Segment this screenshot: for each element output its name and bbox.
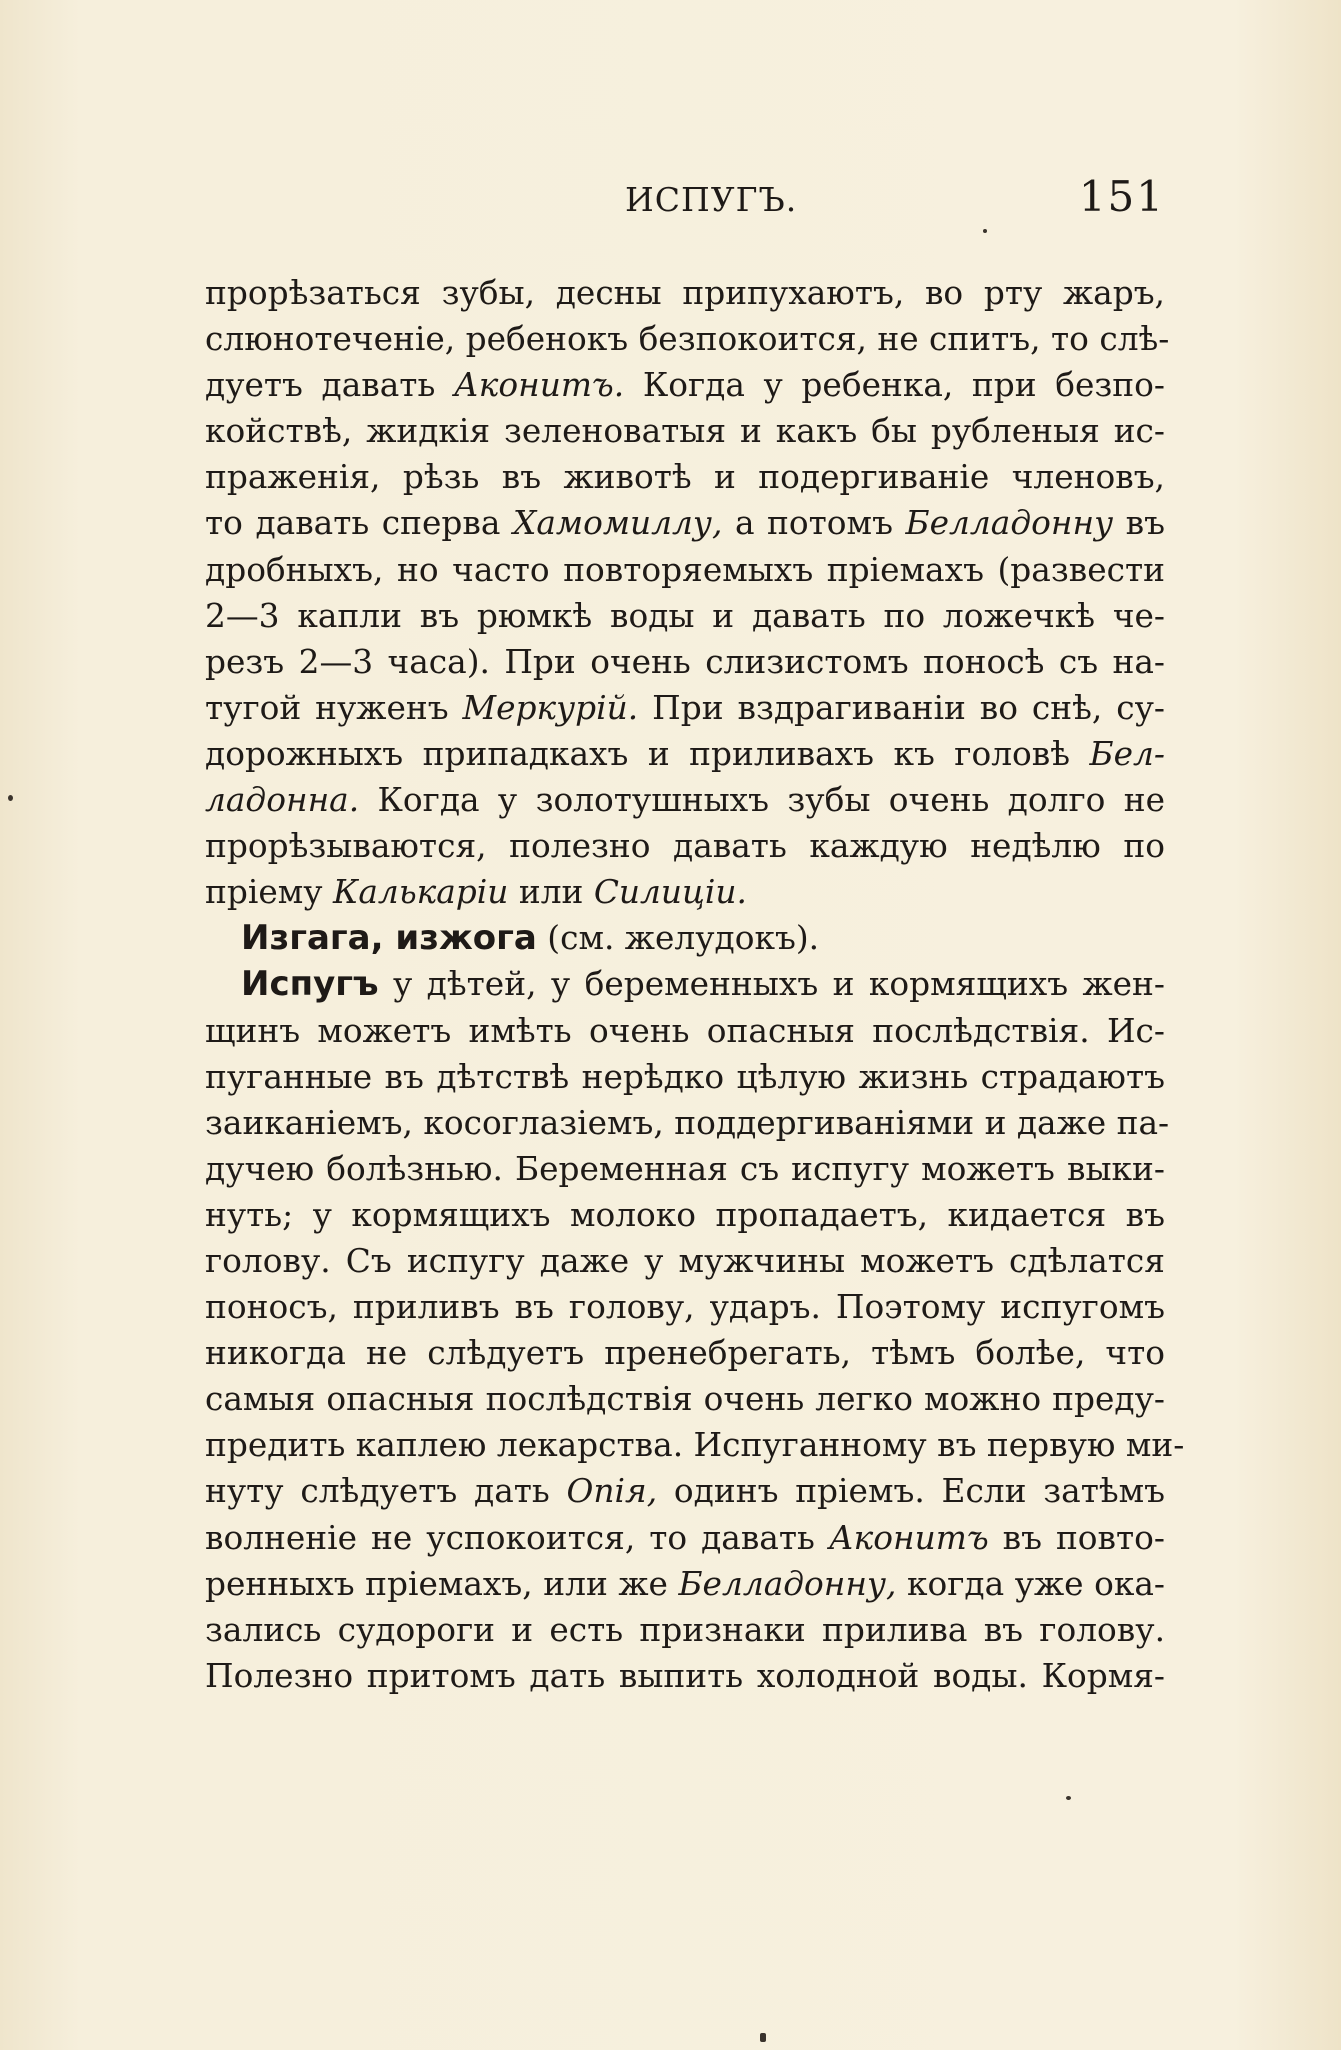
- entry-ispug: [205, 961, 1185, 1699]
- remedy-name: Аконитъ.: [453, 366, 625, 405]
- text-run: ренныхъ пріемахъ, или же: [205, 1564, 679, 1603]
- text-line: [205, 685, 1165, 731]
- remedy-name: Опія,: [566, 1472, 658, 1511]
- text-line: самыя опасныя послѣдствія очень легко можно преду-: [205, 1380, 1165, 1419]
- text-line: зались судороги и есть признаки прилива въ голову.: [205, 1610, 1165, 1649]
- text-line: [205, 362, 1165, 408]
- remedy-name: Белладонну,: [678, 1564, 897, 1603]
- body-text: [205, 270, 1185, 1699]
- text-line: [205, 915, 1165, 961]
- text-run: въ повто-: [988, 1518, 1165, 1557]
- text-run: волненіе не успокоится, то давать: [205, 1518, 829, 1557]
- text-line: прорѣзываются, полезно давать каждую недѣлю по: [205, 827, 1165, 866]
- text-line: койствѣ, жидкія зеленоватыя и какъ бы рубленыя ис-: [205, 412, 1165, 451]
- text-run: а потомъ: [722, 504, 906, 543]
- text-line: 2—3 капли въ рюмкѣ воды и давать по ложечкѣ че-: [205, 596, 1165, 635]
- text-run: пріему: [205, 873, 333, 912]
- remedy-name: Силиціи.: [593, 873, 747, 912]
- text-line: резъ 2—3 часа). При очень слизистомъ поносѣ съ на-: [205, 642, 1165, 681]
- text-run: тугой нуженъ: [205, 688, 463, 727]
- entry-headword: Испугъ: [241, 964, 379, 1005]
- ink-speck: [983, 229, 987, 233]
- ink-speck: [1066, 1796, 1071, 1800]
- text-line: прорѣзаться зубы, десны припухаютъ, во рту жаръ,: [205, 274, 1165, 312]
- text-run: нуту слѣдуетъ дать: [205, 1472, 567, 1511]
- text-run: дорожныхъ припадкахъ и приливахъ къ головѣ: [205, 734, 1090, 773]
- text-line: [205, 1515, 1165, 1561]
- text-run: Когда у ребенка, при безпо-: [624, 366, 1165, 405]
- remedy-name: Белладонну: [905, 504, 1114, 543]
- text-line: Полезно притомъ дать выпить холодной воды. Кормя-: [205, 1656, 1165, 1695]
- text-line: праженія, рѣзь въ животѣ и подергиваніе членовъ,: [205, 458, 1165, 497]
- text-line: щинъ можетъ имѣть очень опасныя послѣдствія. Ис-: [205, 1011, 1165, 1050]
- text-line: [205, 961, 1165, 1007]
- text-line: дробныхъ, но часто повторяемыхъ пріемахъ (развести: [205, 550, 1165, 589]
- text-line: [205, 869, 1165, 915]
- remedy-name: ладонна.: [205, 781, 360, 820]
- text-line: пуганные въ дѣтствѣ нерѣдко цѣлую жизнь страдаютъ: [205, 1057, 1165, 1096]
- text-line: предить каплею лекарства. Испуганному въ первую ми-: [205, 1426, 1185, 1465]
- entry-headword: Изгага, изжога: [241, 918, 537, 959]
- paragraph-teething: [205, 270, 1170, 915]
- text-run: у дѣтей, у беременныхъ и кормящихъ жен-: [378, 965, 1165, 1004]
- text-run: дуетъ давать: [205, 366, 454, 405]
- cross-reference: (см. желудокъ).: [536, 919, 820, 958]
- text-run: При вздрагиваніи во снѣ, су-: [638, 688, 1165, 727]
- remedy-name: Меркурій.: [462, 688, 639, 727]
- text-line: дучею болѣзнью. Беременная съ испугу можетъ выки-: [205, 1149, 1165, 1188]
- running-title: ИСПУГЪ.: [625, 180, 798, 219]
- text-run: или: [508, 873, 594, 912]
- text-line: поносъ, приливъ въ голову, ударъ. Поэтому испугомъ: [205, 1288, 1165, 1327]
- text-line: [205, 1468, 1165, 1514]
- text-line: [205, 1561, 1165, 1607]
- ink-speck: [8, 795, 13, 801]
- text-run: въ: [1113, 504, 1165, 543]
- text-line: [205, 500, 1165, 546]
- text-run: когда уже ока-: [896, 1564, 1165, 1603]
- text-line: никогда не слѣдуетъ пренебрегать, тѣмъ болѣе, что: [205, 1334, 1165, 1373]
- text-line: [205, 731, 1165, 777]
- remedy-name: Бел-: [1089, 734, 1165, 773]
- text-line: [205, 777, 1165, 823]
- page-number: 151: [1078, 172, 1165, 221]
- text-run: одинъ пріемъ. Если затѣмъ: [657, 1472, 1165, 1511]
- remedy-name: Хамомиллу,: [513, 504, 723, 543]
- text-line: заиканіемъ, косоглазіемъ, поддергиваніями и даже па-: [205, 1103, 1170, 1142]
- entry-izgaga: [205, 915, 1165, 961]
- text-line: голову. Съ испугу даже у мужчины можетъ сдѣлатся: [205, 1241, 1165, 1280]
- remedy-name: Калькаріи: [333, 873, 509, 912]
- text-run: то давать сперва: [205, 504, 513, 543]
- ink-speck: [760, 2033, 766, 2042]
- text-line: нуть; у кормящихъ молоко пропадаетъ, кидается въ: [205, 1195, 1165, 1234]
- text-run: Когда у золотушныхъ зубы очень долго не: [359, 781, 1165, 820]
- remedy-name: Аконитъ: [828, 1518, 989, 1557]
- page-header: [205, 172, 1165, 232]
- text-line: слюнотеченіе, ребенокъ безпокоится, не спитъ, то слѣ-: [205, 320, 1170, 359]
